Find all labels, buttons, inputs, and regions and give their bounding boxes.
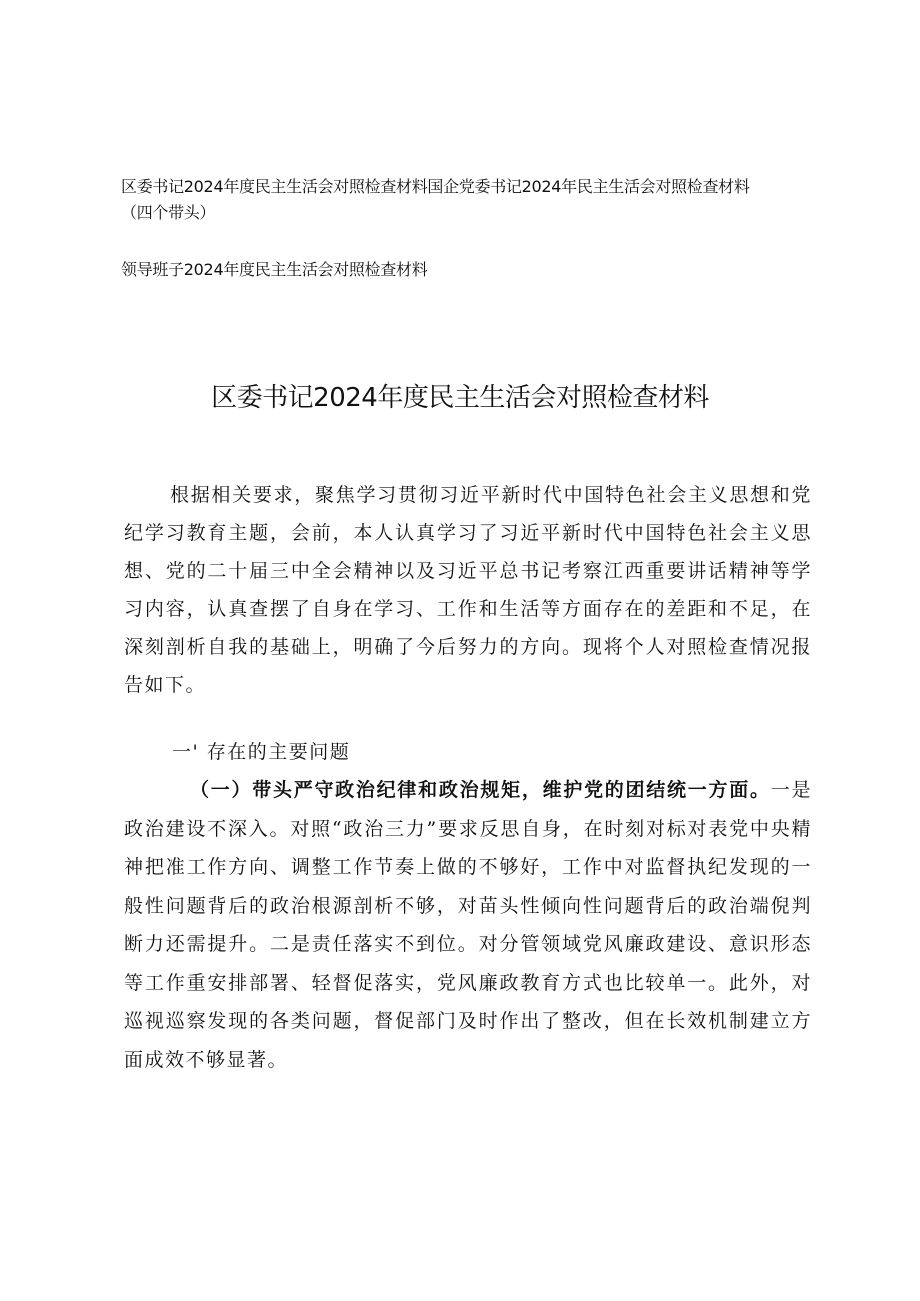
- header-title-line-3: 领导班子2024年度民主生活会对照检查材料: [121, 260, 428, 279]
- header-title-line-2: （四个带头）: [121, 203, 216, 222]
- subsection-heading: （一）带头严守政治纪律和政治规矩，维护党的团结统一方面。: [190, 779, 771, 801]
- header-title-line-1: 区委书记2024年度民主生活会对照检查材料国企党委书记2024年民主生活会对照检查材料: [121, 177, 750, 196]
- subsection-paragraph: [124, 771, 812, 1079]
- section-heading: 一' 存在的主要问题: [172, 741, 351, 763]
- subsection-body: 一是政治建设不深入。对照“政治三力”要求反思自身，在时刻对标对表党中央精神把准工作方向、调整工作节奏上做的不够好，工作中对监督执纪发现的一般性问题背后的政治根源剖析不够，对苗头性倾向性问题背后的政治端倪判断力还需提升。二是责任落实不到位。对分管领域党风廉政建设、意识形态等工作重安排部署、轻督促落实，党风廉政教育方式也比较单一。此外，对巡视巡察发现的各类问题，督促部门及时作出了整改，但在长效机制建立方面成效不够显著。: [124, 779, 812, 1071]
- document-title: 区委书记2024年度民主生活会对照检查材料: [211, 383, 709, 413]
- intro-paragraph: 根据相关要求，聚焦学习贯彻习近平新时代中国特色社会主义思想和党纪学习教育主题，会前，本人认真学习了习近平新时代中国特色社会主义思想、党的二十届三中全会精神以及习近平总书记考察江西重要讲话精神等学习内容，认真查摆了自身在学习、工作和生活等方面存在的差距和不足，在深刻剖析自我的基础上，明确了今后努力的方向。现将个人对照检查情况报告如下。: [124, 484, 812, 696]
